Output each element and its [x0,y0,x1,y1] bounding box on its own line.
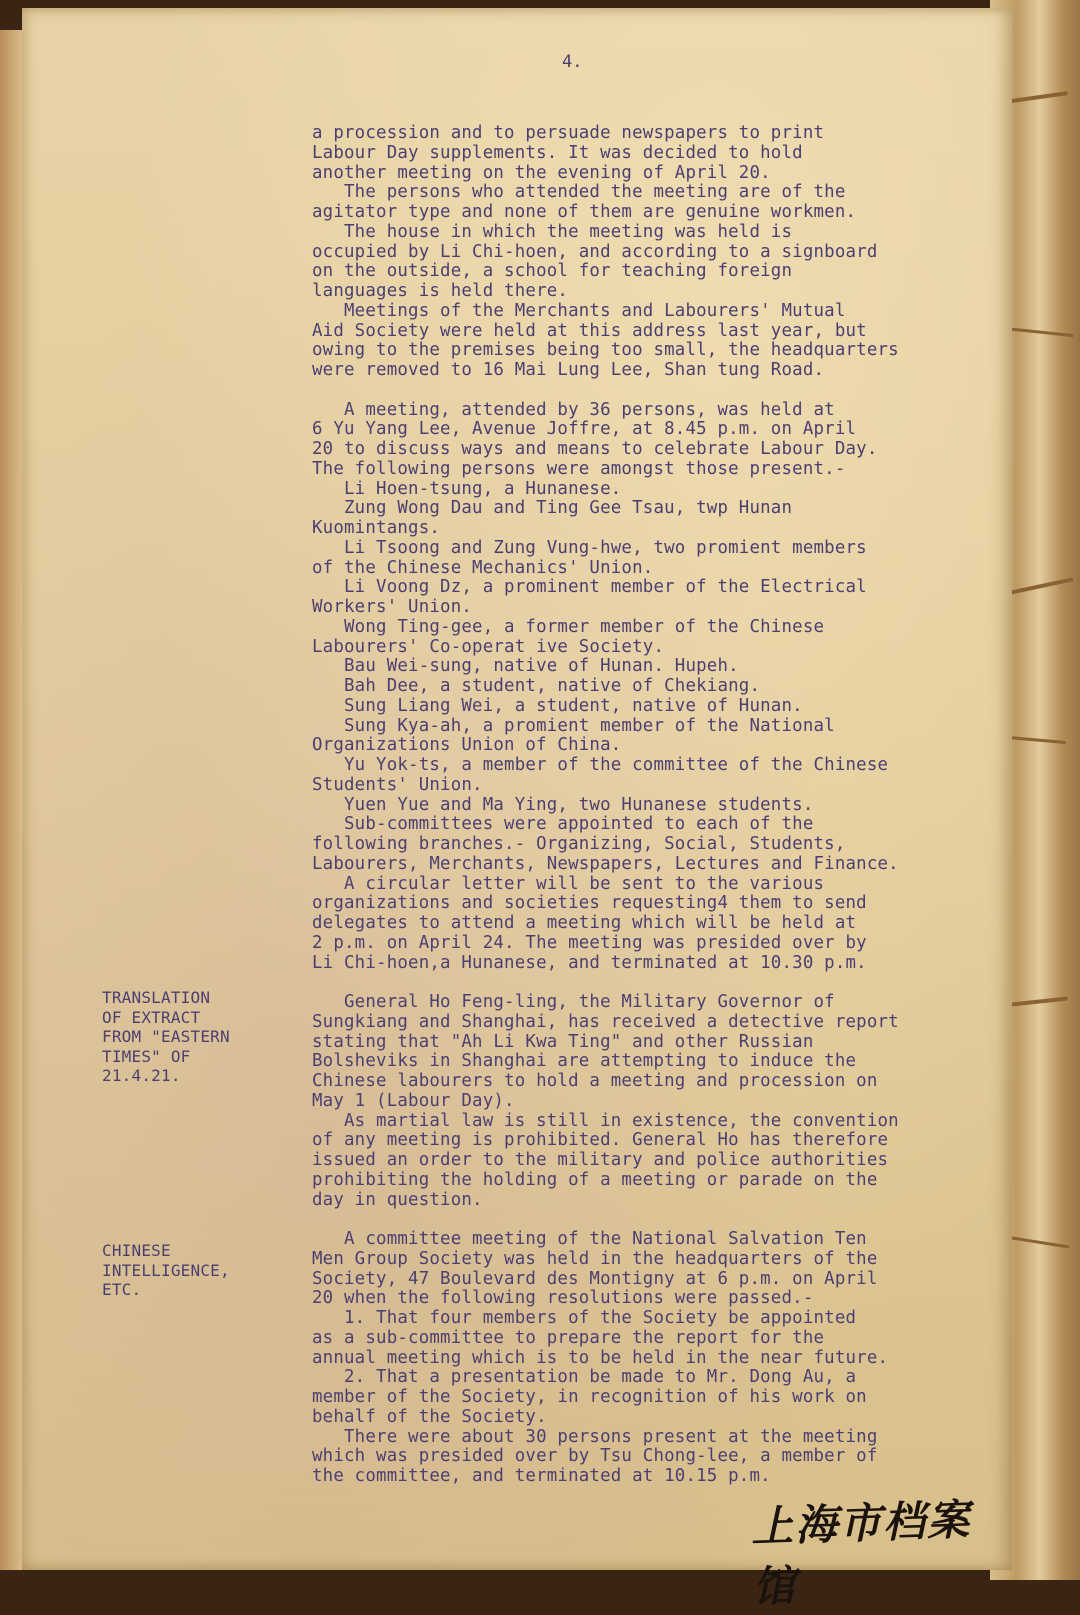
text-line: As martial law is still in existence, the convention [312,1110,899,1131]
text-line [312,1210,899,1230]
text-line: Li Voong Dz, a prominent member of the Electrical [312,577,867,598]
text-line: a procession and to persuade newspapers to print [312,123,825,143]
text-line: Wong Ting-gee, a former member of the Chinese [312,616,825,637]
text-line: issued an order to the military and police authorities [312,1150,889,1170]
text-line [312,973,899,993]
text-line: Bolsheviks in Shanghai are attempting to induce the [312,1051,857,1072]
margin-note-line: INTELLIGENCE, [102,1260,230,1280]
text-line: prohibiting the holding of a meeting or parade on the [312,1169,878,1190]
text-line: A committee meeting of the National Salvation Ten [312,1229,867,1249]
text-line: Bau Wei-sung, native of Hunan. Hupeh. [312,656,739,677]
document-page [22,8,1012,1612]
text-line: A circular letter will be sent to the various [312,873,825,894]
page-number: 4. [562,52,583,72]
text-line: member of the Society, in recognition of his work on [312,1387,867,1407]
text-line: There were about 30 persons present at the meeting [312,1426,878,1447]
text-line [312,381,899,401]
text-line: Yu Yok-ts, a member of the committee of the Chinese [312,755,889,775]
text-line: Kuomintangs. [312,518,441,538]
margin-note-line: TRANSLATION [102,988,211,1007]
text-line: 20 when the following resolutions were passed.- [312,1288,814,1309]
text-line: of the Chinese Mechanics' Union. [312,557,654,578]
text-line: agitator type and none of them are genuine workmen. [312,202,857,222]
margin-note-line: 21.4.21. [102,1066,181,1085]
text-line: stating that "Ah Li Kwa Ting" and other Russian [312,1031,814,1052]
text-line: Men Group Society was held in the headquarters of the [312,1248,878,1269]
text-line: The house in which the meeting was held is [312,221,793,242]
text-line: 6 Yu Yang Lee, Avenue Joffre, at 8.45 p.m. on April [312,419,857,440]
margin-note-line: TIMES" OF [102,1046,191,1066]
text-line: languages is held there. [312,281,569,301]
text-line: The persons who attended the meeting are of the [312,182,846,203]
text-line: another meeting on the evening of April 20. [312,162,771,183]
margin-note-intelligence [102,1241,230,1300]
text-line: General Ho Feng-ling, the Military Governor of [312,992,835,1012]
text-line: which was presided over by Tsu Chong-lee, a member of [312,1446,878,1467]
text-line: Sung Liang Wei, a student, native of Hunan. [312,695,803,716]
text-line: annual meeting which is to be held in the near future. [312,1347,889,1368]
text-line: Sungkiang and Shanghai, has received a detective report [312,1011,899,1032]
text-line: occupied by Li Chi-hoen, and according to a signboard [312,241,878,262]
margin-note-line: FROM "EASTERN [102,1027,230,1046]
text-line: of any meeting is prohibited. General Ho has therefore [312,1130,889,1151]
text-line: behalf of the Society. [312,1406,547,1427]
text-line: Li Chi-hoen,a Hunanese, and terminated at 10.30 p.m. [312,952,867,973]
text-line: as a sub-committee to prepare the report for the [312,1327,825,1348]
text-line: organizations and societies requesting4 them to send [312,893,867,914]
text-line: day in question. [312,1189,483,1210]
text-line: May 1 (Labour Day). [312,1090,515,1111]
text-line: Zung Wong Dau and Ting Gee Tsau, twp Hunan [312,498,793,519]
margin-note-line: OF EXTRACT [102,1007,201,1027]
text-line: 2 p.m. on April 24. The meeting was presided over by [312,932,867,953]
text-line: delegates to attend a meeting which will be held at [312,913,857,933]
text-line: were removed to 16 Mai Lung Lee, Shan tung Road. [312,360,825,380]
text-line: Bah Dee, a student, native of Chekiang. [312,676,761,696]
margin-note-line: CHINESE [102,1241,171,1260]
text-line: 1. That four members of the Society be appointed [312,1308,857,1328]
text-line: 20 to discuss ways and means to celebrate Labour Day. [312,439,878,459]
text-line: Yuen Yue and Ma Ying, two Hunanese students. [312,794,814,815]
margin-note-line: ETC. [102,1280,142,1299]
text-line: Workers' Union. [312,597,473,617]
text-line: Organizations Union of China. [312,735,622,756]
text-line: owing to the premises being too small, the headquarters [312,340,899,361]
text-line: Meetings of the Merchants and Labourers' Mutual [312,300,846,321]
report-body [312,124,899,1487]
text-line: on the outside, a school for teaching foreign [312,261,793,282]
archive-stamp: 上海市档案馆 [750,1494,972,1612]
text-line: Chinese labourers to hold a meeting and procession on [312,1071,878,1091]
text-line: Li Hoen-tsung, a Hunanese. [312,478,622,499]
text-line: following branches.- Organizing, Social, Students, [312,834,846,854]
text-line: Labour Day supplements. It was decided to hold [312,142,803,163]
text-line: A meeting, attended by 36 persons, was held at [312,399,835,420]
text-line: Society, 47 Boulevard des Montigny at 6 p.m. on April [312,1268,878,1289]
margin-note-translation [102,988,230,1086]
text-line: Sub-committees were appointed to each of the [312,814,814,835]
text-line: the committee, and terminated at 10.15 p.m. [312,1466,771,1486]
text-line: Labourers, Merchants, Newspapers, Lectures and Finance. [312,853,899,874]
text-line: Sung Kya-ah, a promient member of the National [312,715,835,736]
text-line: Students' Union. [312,774,483,795]
text-line: Li Tsoong and Zung Vung-hwe, two promient members [312,537,867,558]
text-line: The following persons were amongst those present.- [312,458,846,479]
text-line: Labourers' Co-operat ive Society. [312,636,665,657]
text-line: 2. That a presentation be made to Mr. Dong Au, a [312,1367,857,1388]
text-line: Aid Society were held at this address last year, but [312,320,867,341]
